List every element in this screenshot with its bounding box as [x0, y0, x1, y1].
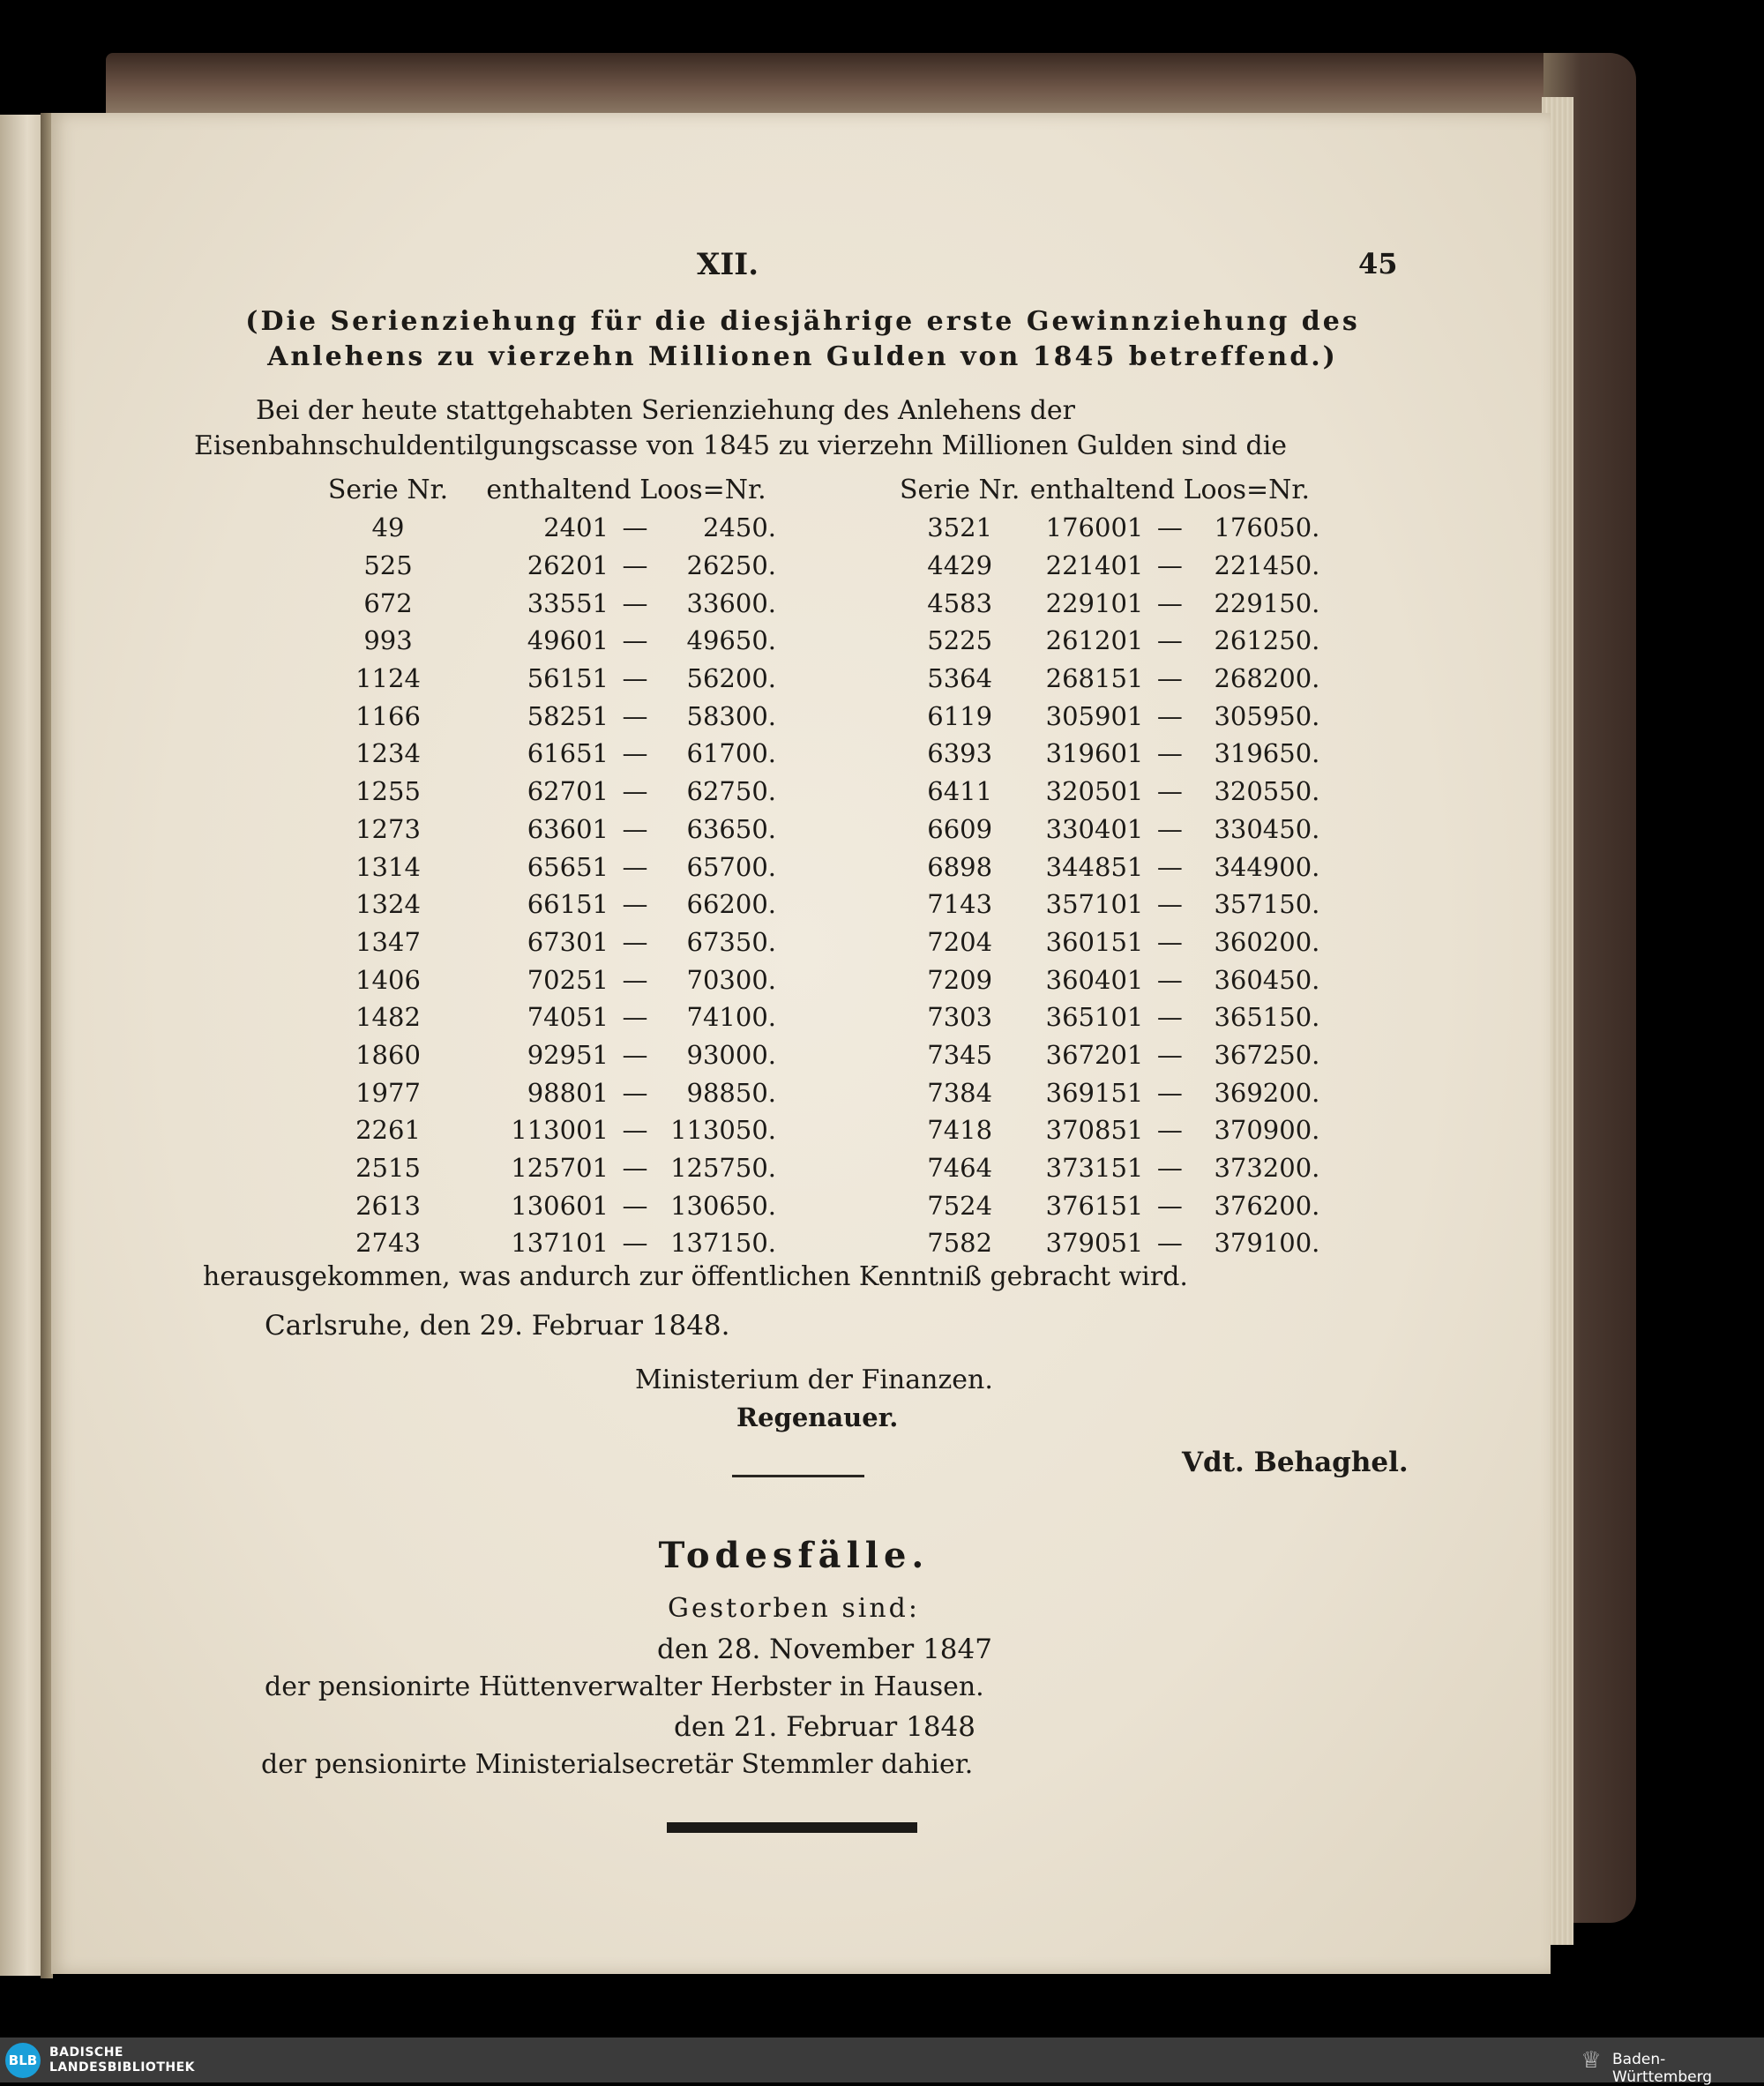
loos-to-cell: 176050.	[1214, 512, 1320, 543]
column-gap	[776, 998, 900, 1036]
death-date: den 28. November 1847	[657, 1634, 992, 1665]
dash-cell: —	[1156, 776, 1183, 807]
loos-from-cell: 305901	[1045, 700, 1144, 731]
loos-to-cell: 67350.	[686, 926, 776, 957]
dash-cell: —	[622, 1077, 648, 1108]
loos-from-cell: 137101	[511, 1228, 609, 1259]
dash-cell: —	[1156, 1077, 1183, 1108]
serie-cell: 672	[363, 587, 413, 618]
serie-cell: 1860	[355, 1039, 421, 1070]
serie-cell: 4429	[927, 550, 993, 581]
dash-cell: —	[622, 1228, 648, 1259]
loos-to-cell: 74100.	[686, 1002, 776, 1033]
table-row	[300, 811, 1319, 849]
loos-to-cell: 357150.	[1214, 889, 1320, 920]
column-gap	[776, 923, 900, 961]
loos-from-cell: 176001	[1045, 512, 1144, 543]
loos-from-cell: 379051	[1045, 1228, 1144, 1259]
loos-from-cell: 360401	[1045, 964, 1144, 995]
loos-to-cell: 33600.	[686, 587, 776, 618]
serie-cell: 7303	[927, 1002, 993, 1033]
place-date: Carlsruhe, den 29. Februar 1848.	[265, 1310, 730, 1342]
serie-cell: 5364	[927, 663, 993, 694]
dash-cell: —	[1156, 738, 1183, 769]
loos-from-cell: 357101	[1045, 889, 1144, 920]
dash-cell: —	[1156, 1002, 1183, 1033]
loos-to-cell: 229150.	[1214, 587, 1320, 618]
table-row	[300, 998, 1319, 1036]
signer-name: Regenauer.	[736, 1402, 899, 1432]
serie-cell: 1977	[355, 1077, 421, 1108]
loos-from-cell: 360151	[1045, 926, 1144, 957]
dash-cell: —	[1156, 587, 1183, 618]
dash-cell: —	[1156, 700, 1183, 731]
dash-cell: —	[622, 512, 648, 543]
table-row	[300, 622, 1319, 660]
header-serie-left: Serie Nr.	[327, 474, 449, 505]
serie-cell: 7143	[927, 889, 993, 920]
header-loos-left: enthaltend Loos=Nr.	[486, 474, 766, 505]
dash-cell: —	[1156, 625, 1183, 656]
loos-to-cell: 2450.	[702, 512, 776, 543]
serie-cell: 1324	[355, 889, 421, 920]
dash-cell: —	[622, 1039, 648, 1070]
serie-cell: 993	[363, 625, 413, 656]
table-row	[300, 886, 1319, 923]
dash-cell: —	[1156, 1153, 1183, 1184]
loos-from-cell: 373151	[1045, 1153, 1144, 1184]
loos-to-cell: 367250.	[1214, 1039, 1320, 1070]
serie-cell: 525	[363, 550, 413, 581]
loos-to-cell: 58300.	[686, 700, 776, 731]
column-gap	[776, 848, 900, 886]
left-page-edge	[0, 115, 46, 1976]
loos-to-cell: 261250.	[1214, 625, 1320, 656]
dash-cell: —	[622, 851, 648, 882]
closing-sentence: herausgekommen, was andurch zur öffentlichen Kenntniß gebracht wird.	[203, 1261, 1188, 1292]
column-gap	[776, 961, 900, 998]
serie-cell: 6119	[927, 700, 993, 731]
loos-from-cell: 320501	[1045, 776, 1144, 807]
loos-to-cell: 320550.	[1214, 776, 1320, 807]
loos-to-cell: 379100.	[1214, 1228, 1320, 1259]
loos-to-cell: 66200.	[686, 889, 776, 920]
loos-to-cell: 63650.	[686, 813, 776, 844]
serie-cell: 2515	[355, 1153, 421, 1184]
serie-cell: 6393	[927, 738, 993, 769]
serie-cell: 7464	[927, 1153, 993, 1184]
loos-to-cell: 330450.	[1214, 813, 1320, 844]
serie-cell: 2743	[355, 1228, 421, 1259]
dash-cell: —	[1156, 663, 1183, 694]
serie-cell: 7345	[927, 1039, 993, 1070]
loos-from-cell: 56151	[527, 663, 609, 694]
loos-from-cell: 367201	[1045, 1039, 1144, 1070]
table-row	[300, 547, 1319, 585]
dash-cell: —	[1156, 1115, 1183, 1146]
serie-cell: 1482	[355, 1002, 421, 1033]
library-name-line2: LANDESBIBLIOTHEK	[49, 2060, 196, 2075]
loos-from-cell: 26201	[527, 550, 609, 581]
loos-from-cell: 268151	[1045, 663, 1144, 694]
dash-cell: —	[622, 776, 648, 807]
loos-to-cell: 70300.	[686, 964, 776, 995]
loos-to-cell: 268200.	[1214, 663, 1320, 694]
blb-logo-icon[interactable]: BLB	[5, 2043, 41, 2078]
table-row	[300, 1073, 1319, 1111]
serie-cell: 7204	[927, 926, 993, 957]
column-gap	[776, 1111, 900, 1149]
loos-to-cell: 319650.	[1214, 738, 1320, 769]
series-table	[300, 470, 1319, 1262]
loos-from-cell: 319601	[1045, 738, 1144, 769]
section-number: XII.	[697, 247, 759, 282]
loos-from-cell: 49601	[527, 625, 609, 656]
loos-from-cell: 67301	[527, 926, 609, 957]
loos-to-cell: 62750.	[686, 776, 776, 807]
table-row	[300, 660, 1319, 698]
ministry-name: Ministerium der Finanzen.	[635, 1364, 993, 1395]
state-name[interactable]: Baden-Württemberg	[1612, 2051, 1713, 2086]
death-entry: der pensionirte Ministerialsecretär Stemmler dahier.	[261, 1749, 974, 1780]
dash-cell: —	[622, 964, 648, 995]
loos-to-cell: 93000.	[686, 1039, 776, 1070]
loos-to-cell: 221450.	[1214, 550, 1320, 581]
serie-cell: 1166	[355, 700, 421, 731]
loos-to-cell: 360200.	[1214, 926, 1320, 957]
table-row	[300, 1036, 1319, 1074]
serie-cell: 7209	[927, 964, 993, 995]
death-entry: der pensionirte Hüttenverwalter Herbster in Hausen.	[265, 1671, 984, 1702]
death-date: den 21. Februar 1848	[674, 1711, 975, 1743]
loos-to-cell: 373200.	[1214, 1153, 1320, 1184]
table-row	[300, 923, 1319, 961]
serie-cell: 1234	[355, 738, 421, 769]
dash-cell: —	[622, 550, 648, 581]
divider-thick	[667, 1822, 917, 1833]
column-gap	[776, 470, 900, 509]
dash-cell: —	[1156, 851, 1183, 882]
column-gap	[776, 1186, 900, 1224]
serie-cell: 7524	[927, 1190, 993, 1221]
serie-cell: 1273	[355, 813, 421, 844]
loos-to-cell: 113050.	[670, 1115, 776, 1146]
loos-from-cell: 365101	[1045, 1002, 1144, 1033]
loos-to-cell: 98850.	[686, 1077, 776, 1108]
library-name[interactable]	[49, 2045, 195, 2075]
dash-cell: —	[622, 738, 648, 769]
column-gap	[776, 811, 900, 849]
deaths-title: Todesfälle.	[658, 1535, 930, 1576]
serie-cell: 1314	[355, 851, 421, 882]
loos-from-cell: 65651	[527, 851, 609, 882]
column-gap	[776, 1149, 900, 1187]
serie-cell: 49	[371, 512, 405, 543]
serie-cell: 1255	[355, 776, 421, 807]
table-row	[300, 848, 1319, 886]
loos-to-cell: 365150.	[1214, 1002, 1320, 1033]
column-gap	[776, 886, 900, 923]
serie-cell: 6898	[927, 851, 993, 882]
column-gap	[776, 697, 900, 735]
viewer-footer	[0, 2037, 1764, 2086]
dash-cell: —	[1156, 1228, 1183, 1259]
dash-cell: —	[1156, 1190, 1183, 1221]
serie-cell: 3521	[927, 512, 993, 543]
loos-from-cell: 70251	[527, 964, 609, 995]
library-name-line1: BADISCHE	[49, 2045, 123, 2060]
dash-cell: —	[622, 663, 648, 694]
loos-to-cell: 305950.	[1214, 700, 1320, 731]
dash-cell: —	[1156, 889, 1183, 920]
loos-from-cell: 66151	[527, 889, 609, 920]
loos-from-cell: 61651	[527, 738, 609, 769]
loos-from-cell: 221401	[1045, 550, 1144, 581]
loos-to-cell: 125750.	[670, 1153, 776, 1184]
loos-to-cell: 344900.	[1214, 851, 1320, 882]
table-row	[300, 509, 1319, 547]
loos-from-cell: 229101	[1045, 587, 1144, 618]
attestation: Vdt. Behaghel.	[1182, 1447, 1409, 1478]
serie-cell: 4583	[927, 587, 993, 618]
table-row	[300, 961, 1319, 998]
column-gap	[776, 509, 900, 547]
dash-cell: —	[1156, 926, 1183, 957]
table-row	[300, 697, 1319, 735]
serie-cell: 1406	[355, 964, 421, 995]
dash-cell: —	[622, 700, 648, 731]
loos-from-cell: 125701	[511, 1153, 609, 1184]
header-serie-right: Serie Nr.	[900, 474, 1020, 505]
dash-cell: —	[1156, 550, 1183, 581]
table-row	[300, 1149, 1319, 1187]
loos-from-cell: 376151	[1045, 1190, 1144, 1221]
loos-from-cell: 33551	[527, 587, 609, 618]
page-number: 45	[1358, 247, 1398, 280]
loos-from-cell: 2401	[543, 512, 609, 543]
serie-cell: 2613	[355, 1190, 421, 1221]
column-gap	[776, 1224, 900, 1262]
loos-to-cell: 61700.	[686, 738, 776, 769]
dash-cell: —	[622, 587, 648, 618]
loos-to-cell: 369200.	[1214, 1077, 1320, 1108]
dash-cell: —	[1156, 512, 1183, 543]
dash-cell: —	[622, 625, 648, 656]
loos-from-cell: 74051	[527, 1002, 609, 1033]
subject-heading: (Die Serienziehung für die diesjährige erste Gewinnziehung des Anlehens zu vierzehn Millionen Gulden von 1845 betreffend.)	[245, 306, 1360, 372]
dash-cell: —	[1156, 813, 1183, 844]
dash-cell: —	[622, 1115, 648, 1146]
serie-cell: 1124	[355, 663, 421, 694]
book-cover-top	[106, 53, 1588, 116]
column-gap	[776, 584, 900, 622]
loos-from-cell: 63601	[527, 813, 609, 844]
serie-cell: 6609	[927, 813, 993, 844]
loos-to-cell: 376200.	[1214, 1190, 1320, 1221]
loos-to-cell: 56200.	[686, 663, 776, 694]
table-row	[300, 773, 1319, 811]
table-row	[300, 1186, 1319, 1224]
column-gap	[776, 1036, 900, 1074]
table-body	[300, 509, 1319, 1262]
dash-cell: —	[622, 926, 648, 957]
table-row	[300, 1111, 1319, 1149]
serie-cell: 6411	[927, 776, 993, 807]
table-row	[300, 1224, 1319, 1262]
loos-to-cell: 370900.	[1214, 1115, 1320, 1146]
serie-cell: 5225	[927, 625, 993, 656]
loos-from-cell: 330401	[1045, 813, 1144, 844]
dash-cell: —	[622, 1153, 648, 1184]
dash-cell: —	[622, 889, 648, 920]
loos-from-cell: 369151	[1045, 1077, 1144, 1108]
serie-cell: 7418	[927, 1115, 993, 1146]
serie-cell: 2261	[355, 1115, 421, 1146]
loos-from-cell: 261201	[1045, 625, 1144, 656]
column-gap	[776, 547, 900, 585]
column-gap	[776, 1073, 900, 1111]
loos-from-cell: 370851	[1045, 1115, 1144, 1146]
serie-cell: 7384	[927, 1077, 993, 1108]
column-gap	[776, 735, 900, 773]
serie-cell: 7582	[927, 1228, 993, 1259]
table-row	[300, 584, 1319, 622]
loos-from-cell: 130601	[511, 1190, 609, 1221]
loos-to-cell: 49650.	[686, 625, 776, 656]
column-gap	[776, 660, 900, 698]
loos-to-cell: 26250.	[686, 550, 776, 581]
dash-cell: —	[622, 1002, 648, 1033]
column-gap	[776, 773, 900, 811]
dash-cell: —	[622, 813, 648, 844]
serie-cell: 1347	[355, 926, 421, 957]
loos-from-cell: 113001	[511, 1115, 609, 1146]
loos-from-cell: 62701	[527, 776, 609, 807]
loos-from-cell: 92951	[527, 1039, 609, 1070]
loos-to-cell: 130650.	[670, 1190, 776, 1221]
intro-paragraph: Bei der heute stattgehabten Serienziehung des Anlehens der Eisenbahnschuldentilgungscasse von 1845 zu vierzehn Millionen Gulden sind die	[194, 395, 1288, 461]
loos-from-cell: 98801	[527, 1077, 609, 1108]
loos-from-cell: 344851	[1045, 851, 1144, 882]
divider-short	[732, 1475, 864, 1477]
column-gap	[776, 622, 900, 660]
loos-to-cell: 65700.	[686, 851, 776, 882]
header-loos-right: enthaltend Loos=Nr.	[1029, 474, 1310, 505]
loos-to-cell: 137150.	[670, 1228, 776, 1259]
loos-to-cell: 360450.	[1214, 964, 1320, 995]
dash-cell: —	[1156, 964, 1183, 995]
deaths-subtitle: Gestorben sind:	[667, 1593, 920, 1624]
state-coat-of-arms-icon: ♕	[1581, 2047, 1602, 2074]
table-row	[300, 735, 1319, 773]
table-header-row	[300, 470, 1319, 509]
loos-from-cell: 58251	[527, 700, 609, 731]
dash-cell: —	[1156, 1039, 1183, 1070]
dash-cell: —	[622, 1190, 648, 1221]
